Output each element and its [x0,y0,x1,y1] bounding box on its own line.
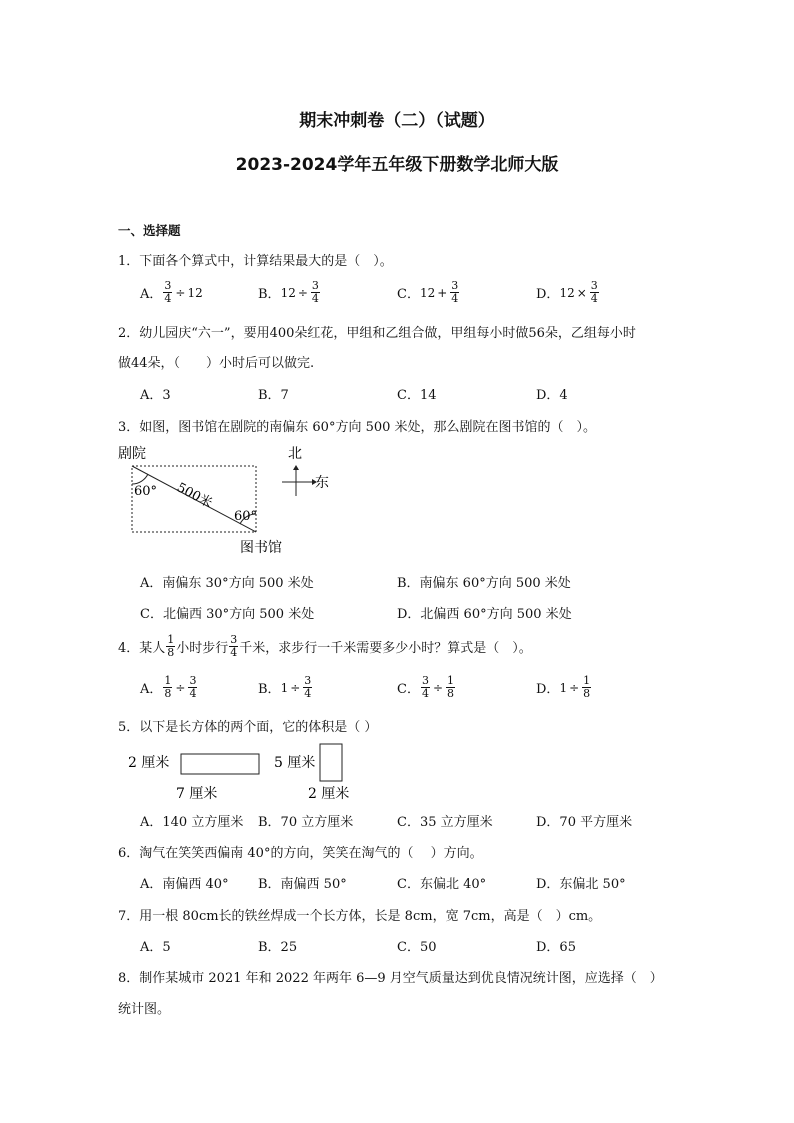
face-a-bottom-label: 7 厘米 [176,786,218,802]
question-7-option-a[interactable]: A．5 [140,940,171,955]
fraction: $\frac{3}{4}$ [189,674,197,700]
fraction: $\frac{1}{8}$ [583,674,591,700]
fraction: $\frac{3}{4}$ [451,279,459,305]
question-6-option-c[interactable]: C．东偏北 40° [397,877,487,892]
face-a-side-label: 2 厘米 [128,755,170,771]
fraction: $\frac{3}{4}$ [230,633,238,659]
question-4-option-d[interactable]: D． 1 ÷ $\frac{1}{8}$ [536,674,591,700]
fraction: $\frac{1}{8}$ [447,674,455,700]
page-subtitle: 2023-2024学年五年级下册数学北师大版 [235,155,559,175]
question-3-stem: 3．如图，图书馆在剧院的南偏东 60°方向 500 米处，那么剧院在图书馆的（ ）。 [118,420,597,435]
face-a-rect [181,754,259,774]
question-3-option-a[interactable]: A．南偏东 30°方向 500 米处 [140,576,314,591]
question-1-option-a[interactable]: A． $\frac{3}{4}$ ÷ 12 [140,279,203,305]
fraction: $\frac{3}{4}$ [421,674,429,700]
question-4-option-b[interactable]: B． 1 ÷ $\frac{3}{4}$ [258,674,312,700]
cuboid-faces-diagram [118,740,368,806]
face-b-bottom-label: 2 厘米 [308,786,350,802]
question-7-stem: 7．用一根 80cm长的铁丝焊成一个长方体，长是 8cm，宽 7cm，高是（ ）cm。 [118,909,602,924]
question-5-option-d[interactable]: D．70 平方厘米 [536,815,633,830]
question-8-line2: 统计图。 [118,1002,171,1017]
face-b-side-label: 5 厘米 [274,755,316,771]
north-label: 北 [288,446,302,462]
question-4-option-c[interactable]: C． $\frac{3}{4}$ ÷ $\frac{1}{8}$ [397,674,455,700]
distance-label: 500米 [174,480,215,512]
page-title: 期末冲刺卷（二）（试题） [299,111,495,131]
question-7-option-c[interactable]: C．50 [397,940,437,955]
question-1-option-d[interactable]: D． 12 × $\frac{3}{4}$ [536,279,598,305]
fraction: $\frac{1}{8}$ [167,633,175,659]
question-6-option-b[interactable]: B．南偏西 50° [258,877,347,892]
section-heading: 一、选择题 [118,223,181,238]
angle-top-label: 60° [134,484,158,499]
question-6-stem: 6．淘气在笑笑西偏南 40°的方向，笑笑在淘气的（ ）方向。 [118,846,483,861]
question-8-line1: 8．制作某城市 2021 年和 2022 年两年 6—9 月空气质量达到优良情况统计图，应选择（ ） [118,971,663,986]
fraction: $\frac{3}{4}$ [311,279,319,305]
question-5-option-c[interactable]: C．35 立方厘米 [397,815,493,830]
question-2-option-b[interactable]: B．7 [258,388,289,403]
question-2-option-d[interactable]: D．4 [536,388,568,403]
question-5-stem: 5．以下是长方体的两个面，它的体积是（ ） [118,720,378,735]
angle-bottom-label: 60° [234,509,258,524]
north-arrow-icon [293,465,299,470]
question-7-option-b[interactable]: B．25 [258,940,298,955]
question-3-option-b[interactable]: B．南偏东 60°方向 500 米处 [397,576,571,591]
question-3-option-d[interactable]: D．北偏西 60°方向 500 米处 [397,607,572,622]
question-1-option-c[interactable]: C． 12 + $\frac{3}{4}$ [397,279,459,305]
fraction: $\frac{3}{4}$ [304,674,312,700]
question-6-option-d[interactable]: D．东偏北 50° [536,877,626,892]
fraction: $\frac{3}{4}$ [164,279,172,305]
fraction: $\frac{1}{8}$ [164,674,172,700]
question-2-option-a[interactable]: A．3 [140,388,171,403]
question-1-option-b[interactable]: B． 12 ÷ $\frac{3}{4}$ [258,279,319,305]
face-b-rect [320,744,342,781]
question-6-option-a[interactable]: A．南偏西 40° [140,877,229,892]
direction-diagram [112,438,352,562]
theater-label: 剧院 [118,446,146,462]
angle-arc-top [132,474,148,484]
question-3-option-c[interactable]: C．北偏西 30°方向 500 米处 [140,607,315,622]
question-2-option-c[interactable]: C．14 [397,388,437,403]
question-1-stem: 1．下面各个算式中，计算结果最大的是（ ）。 [118,254,393,269]
question-2-line2: 做44朵，（ ）小时后可以做完. [118,356,315,371]
question-2-line1: 2．幼儿园庆“六一”，要用400朵红花，甲组和乙组合做，甲组每小时做56朵，乙组每小时 [118,326,636,341]
question-5-option-a[interactable]: A．140 立方厘米 [140,815,244,830]
fraction: $\frac{3}{4}$ [590,279,598,305]
question-5-option-b[interactable]: B．70 立方厘米 [258,815,354,830]
question-4-option-a[interactable]: A． $\frac{1}{8}$ ÷ $\frac{3}{4}$ [140,674,197,700]
question-7-option-d[interactable]: D．65 [536,940,576,955]
east-label: 东 [315,475,329,491]
library-label: 图书馆 [240,540,282,556]
question-4-stem: 4．某人 $\frac{1}{8}$ 小时步行 $\frac{3}{4}$ 千米，求步行一千米需要多少小时？算式是（ ）。 [118,633,532,659]
